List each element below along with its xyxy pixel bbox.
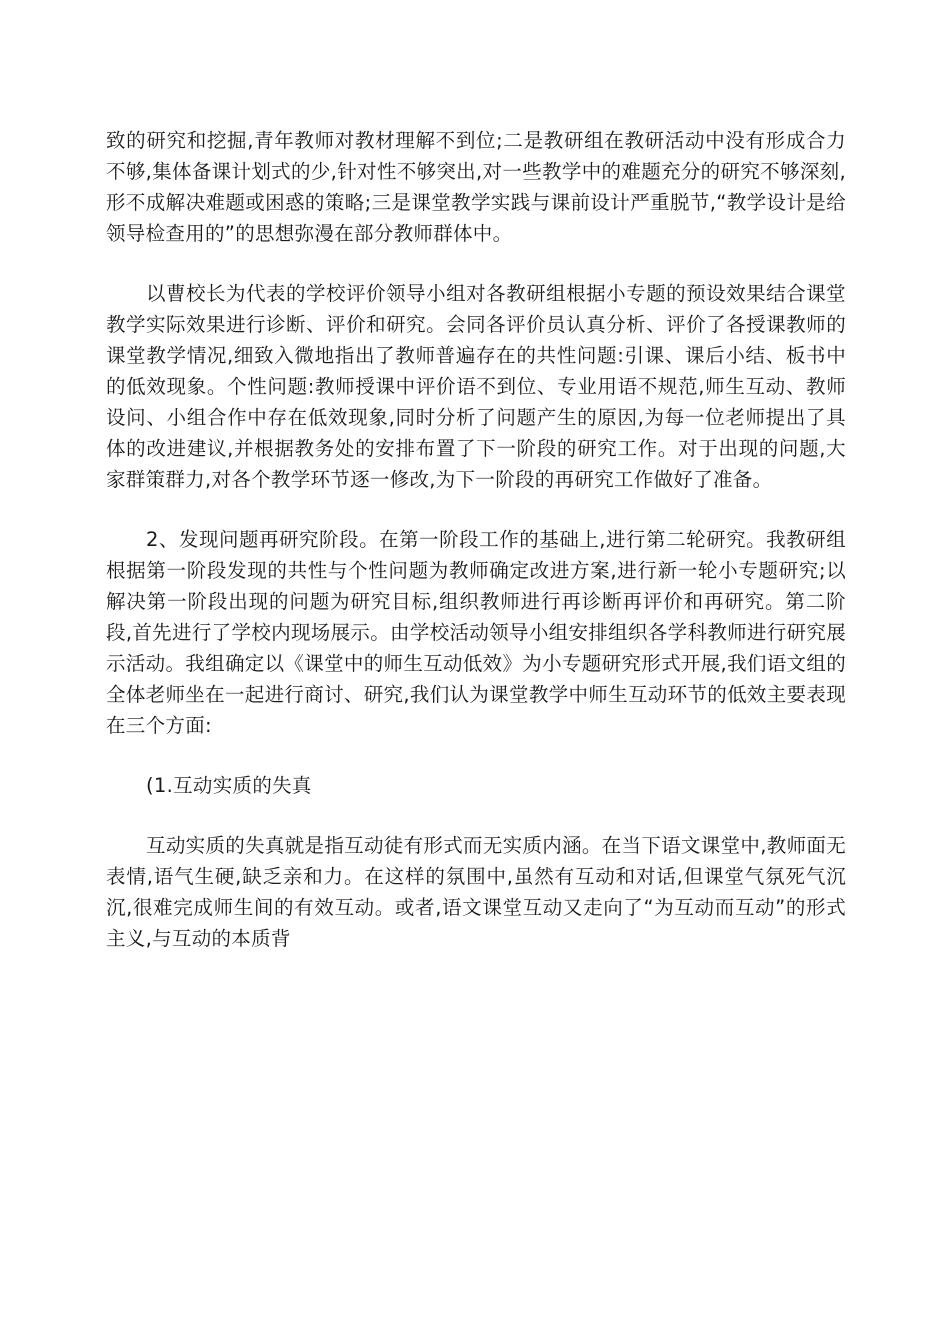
document-body — [106, 125, 846, 983]
paragraph-stage-two: 2、发现问题再研究阶段。在第一阶段工作的基础上,进行第二轮研究。我教研组根据第一阶段发现的共性与个性问题为教师确定改进方案,进行新一轮小专题研究;以解决第一阶段出现的问题为研究目标,组织教师进行再诊断再评价和再研究。第二阶段,首先进行了学校内现场展示。由学校活动领导小组安排组织各学科教师进行研究展示活动。我组确定以《课堂中的师生互动低效》为小专题研究形式开展,我们语文组的全体老师坐在一起进行商讨、研究,我们认为课堂教学中师生互动环节的低效主要表现在三个方面: — [106, 528, 846, 737]
paragraph-interaction: 互动实质的失真就是指互动徒有形式而无实质内涵。在当下语文课堂中,教师面无表情,语气生硬,缺乏亲和力。在这样的氛围中,虽然有互动和对话,但课堂气氛死气沉沉,很难完成师生间的有效互动。或者,语文课堂互动又走向了“为互动而互动”的形式主义,与互动的本质背 — [106, 834, 846, 950]
section-heading: (1.互动实质的失真 — [146, 774, 312, 797]
paragraph-evaluation: 以曹校长为代表的学校评价领导小组对各教研组根据小专题的预设效果结合课堂教学实际效果进行诊断、评价和研究。会同各评价员认真分析、评价了各授课教师的课堂教学情况,细致入微地指出了教师普遍存在的共性问题:引课、课后小结、板书中的低效现象。个性问题:教师授课中评价语不到位、专业用语不规范,师生互动、教师设问、小组合作中存在低效现象,同时分析了问题产生的原因,为每一位老师提出了具体的改进建议,并根据教务处的安排布置了下一阶段的研究工作。对于出现的问题,大家群策群力,对各个教学环节逐一修改,为下一阶段的再研究工作做好了准备。 — [106, 282, 846, 491]
paragraph-continued: 致的研究和挖掘,青年教师对教材理解不到位;二是教研组在教研活动中没有形成合力不够,集体备课计划式的少,针对性不够突出,对一些教学中的难题充分的研究不够深刻,形不成解决难题或困惑的策略;三是课堂教学实践与课前设计严重脱节,“教学设计是给领导检查用的”的思想弥漫在部分教师群体中。 — [106, 129, 846, 245]
